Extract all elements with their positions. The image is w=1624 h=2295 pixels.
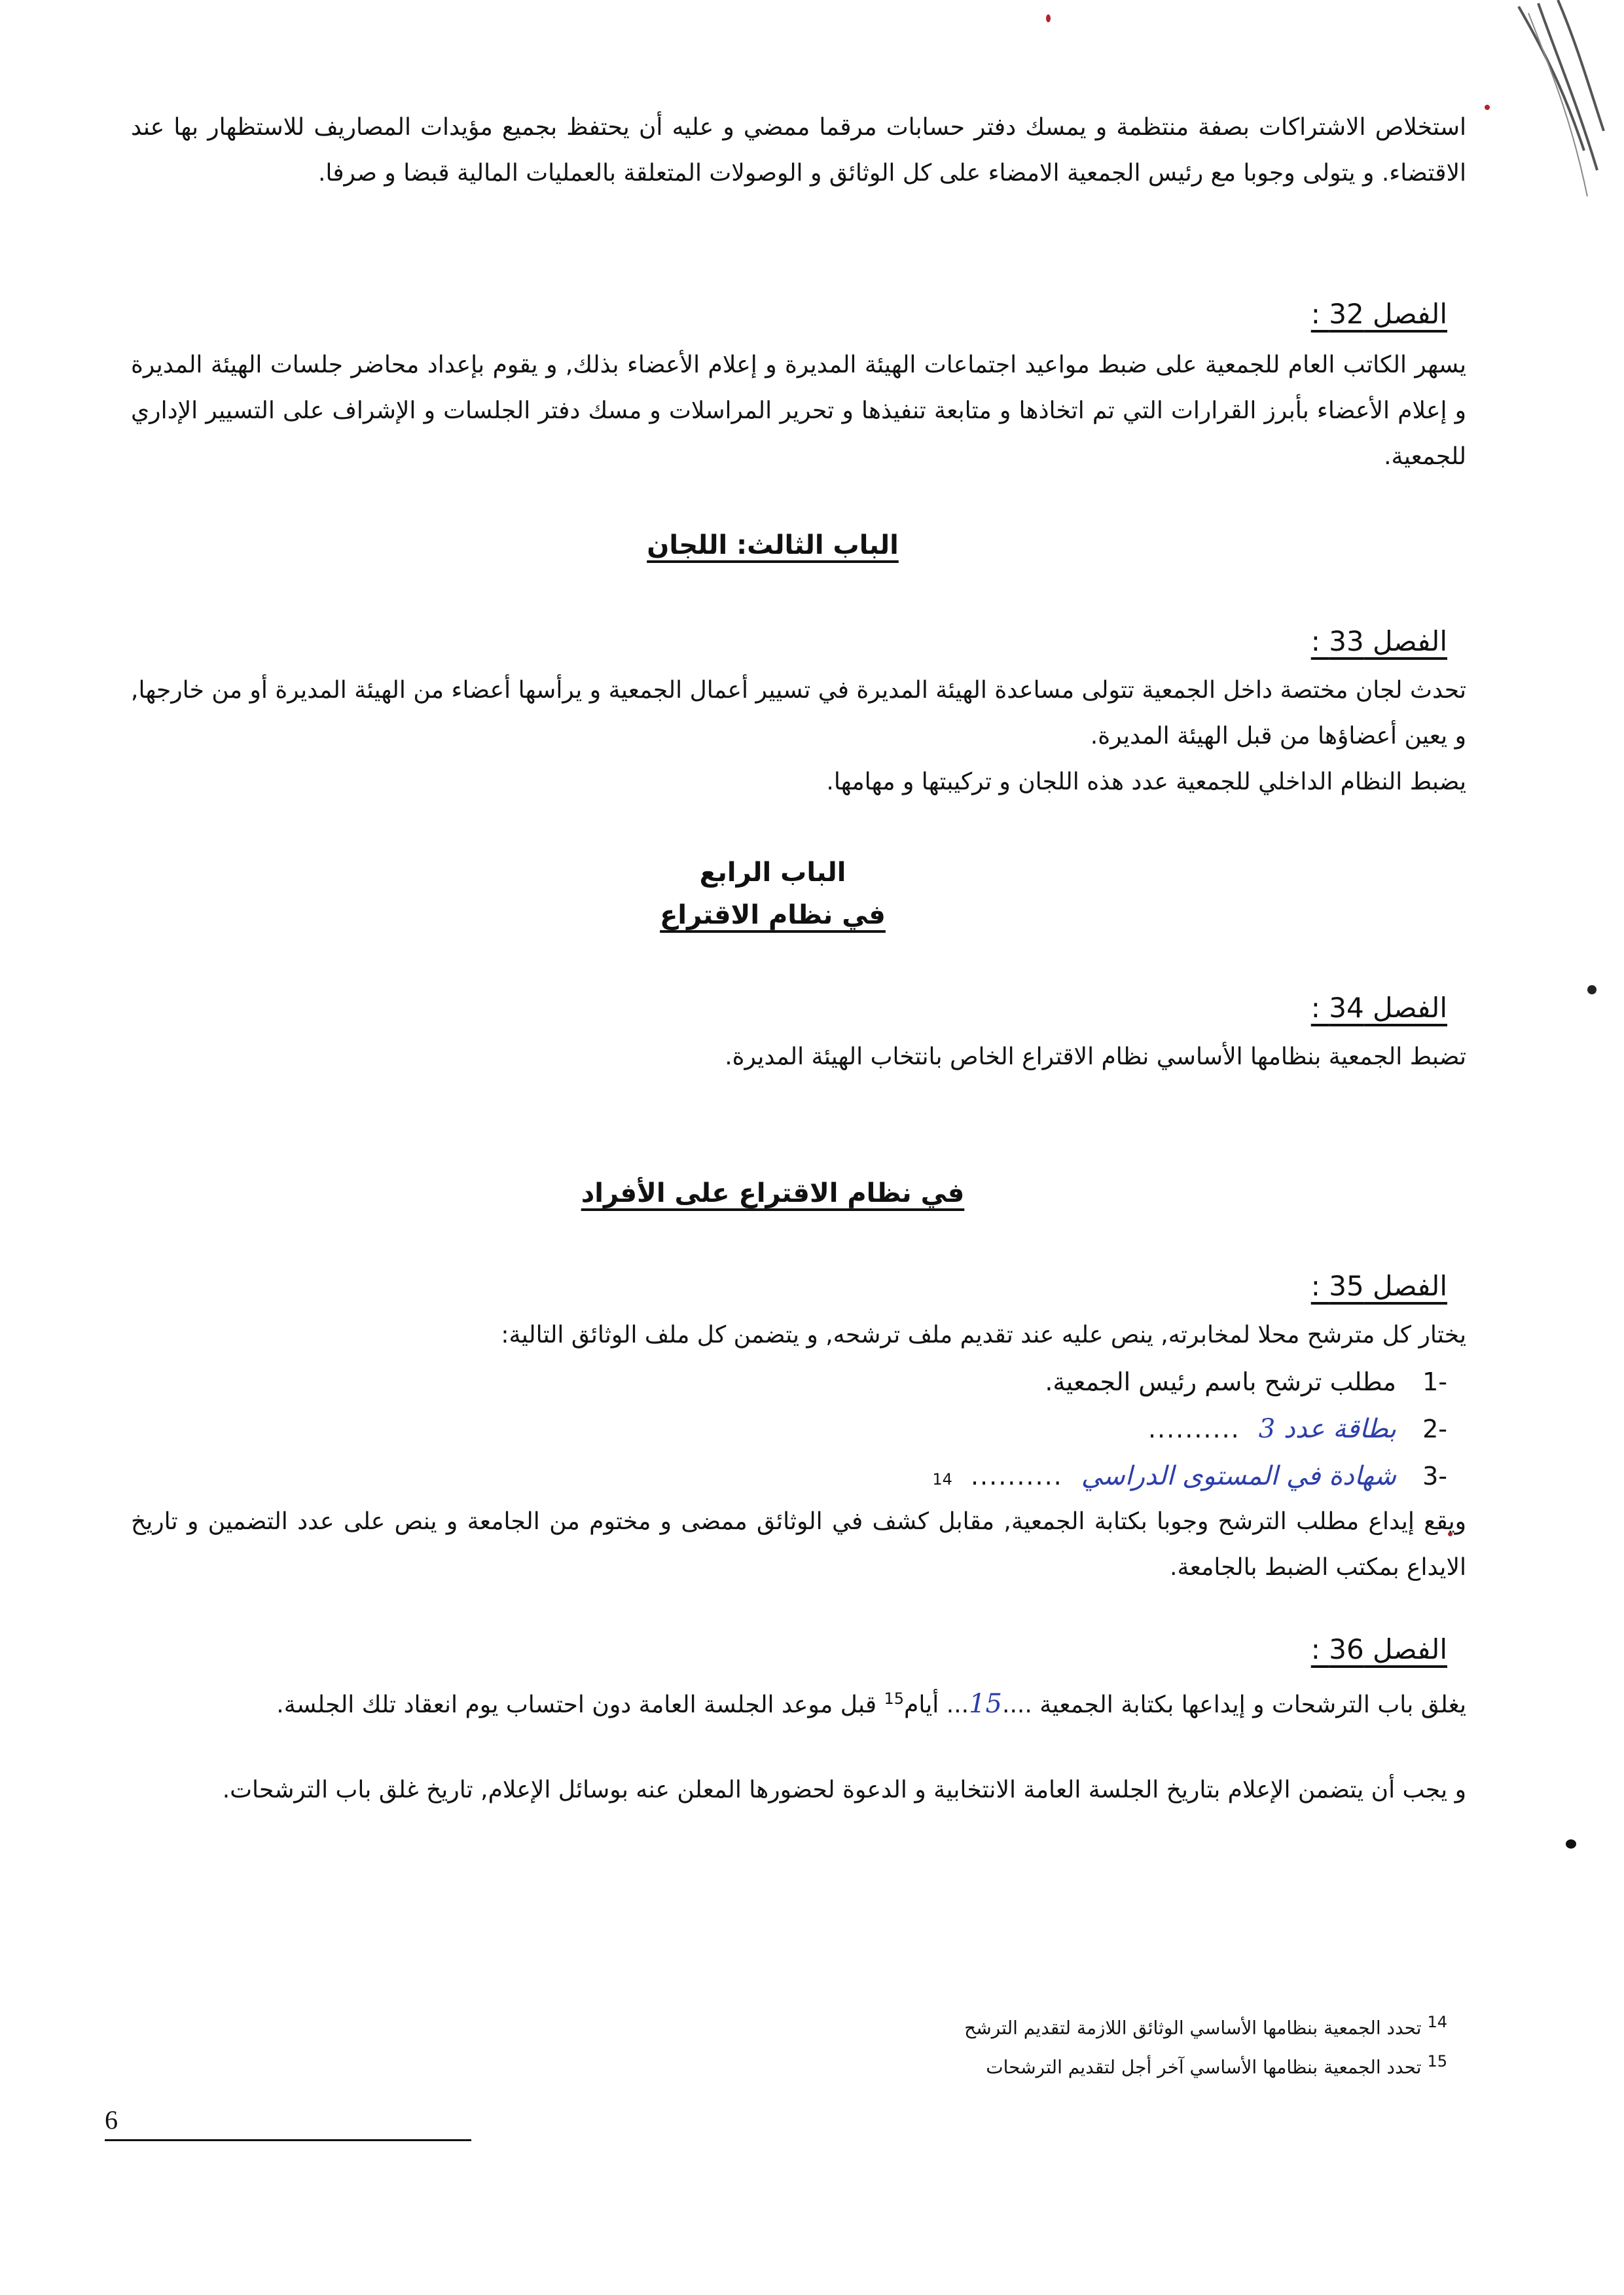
fasl-36-text-after: قبل موعد الجلسة العامة دون احتساب يوم انعقاد تلك الجلسة.	[276, 1691, 884, 1718]
fill-dots: ..........	[970, 1462, 1063, 1491]
fasl-34-text: تضبط الجمعية بنظامها الأساسي نظام الاقتراع الخاص بانتخاب الهيئة المديرة.	[725, 1043, 1466, 1070]
bab-4-subtitle: في نظام الاقتراع	[660, 900, 886, 930]
bab-3-title: الباب الثالث: اللجان	[647, 530, 899, 560]
list-item	[465, 1358, 1447, 1405]
scan-speck	[1485, 105, 1490, 110]
footnote-15	[400, 2046, 1447, 2083]
fasl-36-text-2: و يجب أن يتضمن الإعلام بتاريخ الجلسة العامة الانتخابية و الدعوة لحضورها المعلن عنه بوسائل الإعلام, تاريخ غلق باب الترشحات.	[222, 1777, 1466, 1803]
footnote-number: 14	[1427, 2013, 1447, 2031]
footnote-ref-14: 14	[932, 1470, 952, 1489]
fasl-33-text: تحدث لجان مختصة داخل الجمعية تتولى مساعدة الهيئة المديرة في تسيير أعمال الجمعية و يرأسها أعضاء من الهيئة المديرة أو من خارجها, و يعين أعضاؤها من قبل الهيئة المديرة.	[131, 677, 1466, 750]
bab-4-title: الباب الرابع	[699, 858, 846, 888]
list-item-number: -3	[1422, 1462, 1447, 1491]
footnote-text: تحدد الجمعية بنظامها الأساسي الوثائق اللازمة لتقديم الترشح	[964, 2017, 1422, 2039]
footnote-14	[400, 2006, 1447, 2044]
handwritten-entry: بطاقة عدد 3	[1258, 1414, 1396, 1444]
scan-speck	[1566, 1839, 1576, 1849]
fasl-33-label: الفصل 33 :	[1310, 625, 1447, 657]
list-item	[465, 1453, 1447, 1503]
footnote-separator	[105, 2139, 471, 2141]
footnote-number: 15	[1427, 2052, 1447, 2070]
document-list	[465, 1358, 1447, 1503]
scan-speck	[1587, 985, 1597, 994]
list-item-number: -2	[1422, 1415, 1447, 1443]
page-number: 6	[105, 2105, 118, 2135]
fasl-36-text-mid: ... أيام	[904, 1691, 969, 1718]
fasl-32-label: الفصل 32 :	[1310, 298, 1447, 330]
list-item-number: -1	[1422, 1367, 1447, 1396]
fasl-36-text-before: يغلق باب الترشحات و إيداعها بكتابة الجمعية ....	[1002, 1691, 1466, 1718]
footnote-ref-15: 15	[884, 1690, 905, 1708]
footnote-text: تحدد الجمعية بنظامها الأساسي آخر أجل لتقديم الترشحات	[986, 2056, 1422, 2078]
opening-paragraph: استخلاص الاشتراكات بصفة منتظمة و يمسك دفتر حسابات مرقما ممضي و عليه أن يحتفظ بجميع مؤيدات المصاريف للاستظهار بها عند الاقتضاء. و يتولى وجوبا مع رئيس الجمعية الامضاء على كل الوثائق و الوصولات المتعلقة بالعمليات المالية قبضا و صرفا.	[131, 114, 1466, 187]
handwritten-entry: شهادة في المستوى الدراسي	[1081, 1461, 1396, 1491]
scan-speck	[1046, 14, 1051, 22]
fasl-32-text: يسهر الكاتب العام للجمعية على ضبط مواعيد اجتماعات الهيئة المديرة و إعلام الأعضاء بذلك, و يقوم بإعداد محاضر جلسات الهيئة المديرة و إعلام الأعضاء بأبرز القرارات التي تم اتخاذها و متابعة تنفيذها و تحرير المراسلات و مسك دفتر الجلسات و الإشراف على التسيير الإداري للجمعية.	[131, 352, 1466, 470]
fasl-36-text	[131, 1676, 1466, 1728]
list-item	[465, 1405, 1447, 1453]
fasl-35-label: الفصل 35 :	[1310, 1270, 1447, 1302]
fasl-34-label: الفصل 34 :	[1310, 992, 1447, 1024]
scan-edge-mark	[1506, 0, 1624, 249]
list-item-text: مطلب ترشح باسم رئيس الجمعية.	[1045, 1367, 1396, 1396]
fasl-35-intro: يختار كل مترشح محلا لمخابرته, ينص عليه عند تقديم ملف ترشحه, و يتضمن كل ملف الوثائق التالية:	[501, 1322, 1466, 1348]
section-title-individuals: في نظام الاقتراع على الأفراد	[581, 1178, 965, 1208]
fasl-36-label: الفصل 36 :	[1310, 1633, 1447, 1665]
fasl-33-text-2: يضبط النظام الداخلي للجمعية عدد هذه اللجان و تركيبتها و مهامها.	[826, 768, 1466, 795]
fill-dots: ..........	[1147, 1415, 1240, 1443]
handwritten-days: 15	[969, 1689, 1002, 1719]
fasl-35-text-2: ويقع إيداع مطلب الترشح وجوبا بكتابة الجمعية, مقابل كشف في الوثائق ممضى و مختوم من الجامعة و ينص على عدد التضمين و تاريخ الايداع بمكتب الضبط بالجامعة.	[131, 1508, 1466, 1581]
